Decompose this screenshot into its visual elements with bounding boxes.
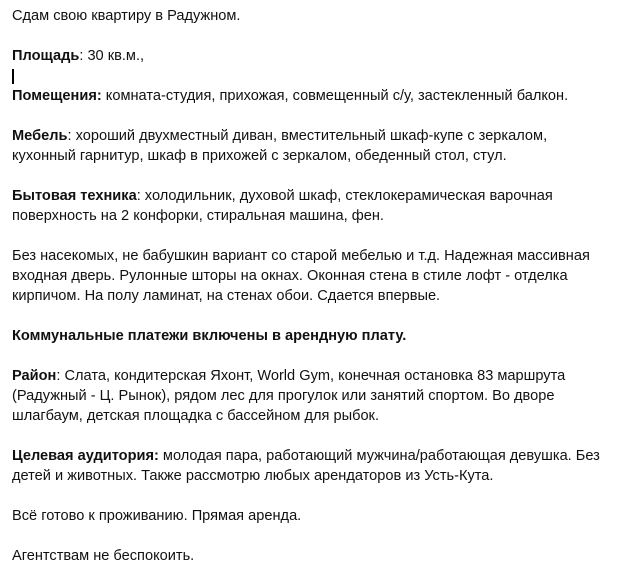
district-value-line2: (Радужный - Ц. Рынок), рядом лес для прогулок или занятий спортом. Во дворе [12,388,555,404]
description-line2: входная дверь. Рулонные шторы на окнах. Оконная стена в стиле лофт - отделка [12,268,568,284]
district-separator: : [56,368,61,384]
furniture-value-line2: кухонный гарнитур, шкаф в прихожей с зеркалом, обеденный стол, стул. [12,148,507,164]
description-line1: Без насекомых, не бабушкин вариант со старой мебелью и т.д. Надежная массивная [12,248,590,264]
rooms-label: Помещения: [12,88,102,104]
district-paragraph [12,366,612,426]
rooms-paragraph [12,86,612,106]
appliances-separator: : [136,188,141,204]
furniture-separator: : [67,128,72,144]
area-label: Площадь [12,48,80,64]
utilities-text: Коммунальные платежи включены в арендную плату. [12,328,407,344]
description-line3: кирпичом. На полу ламинат, на стенах обои. Сдается впервые. [12,288,441,304]
ready-text: Всё готово к проживанию. Прямая аренда. [12,508,302,524]
district-value-line1: Слата, кондитерская Яхонт, World Gym, конечная остановка 83 маршрута [60,368,566,384]
district-value-line3: шлагбаум, детская площадка с бассейном для рыбок. [12,408,379,424]
audience-value-line1: молодая пара, работающий мужчина/работающая девушка. Без [158,448,600,464]
appliances-value-line1: холодильник, духовой шкаф, стеклокерамическая варочная [140,188,553,204]
appliances-label: Бытовая техника [12,188,137,204]
appliances-value-line2: поверхность на 2 конфорки, стиральная машина, фен. [12,208,384,224]
area-paragraph [12,46,612,66]
intro-text: Сдам свою квартиру в Радужном. [12,8,241,24]
area-separator: : [79,48,84,64]
document-body[interactable] [12,6,612,566]
audience-label: Целевая аудитория: [12,448,159,464]
furniture-value-line1: хороший двухместный диван, вместительный шкаф-купе с зеркалом, [71,128,548,144]
audience-paragraph [12,446,612,486]
utilities-paragraph [12,326,612,346]
district-label: Район [12,368,57,384]
text-cursor [12,69,14,84]
audience-value-line2: детей и животных. Также рассмотрю любых арендаторов из Усть-Кута. [12,468,494,484]
area-value: 30 кв.м., [83,48,145,64]
rooms-value: комната-студия, прихожая, совмещенный с/у, застекленный балкон. [101,88,569,104]
empty-line-with-cursor[interactable] [12,66,612,86]
description-paragraph [12,246,612,306]
appliances-paragraph [12,186,612,226]
furniture-label: Мебель [12,128,68,144]
furniture-paragraph [12,126,612,166]
agencies-text: Агентствам не беспокоить. [12,548,195,564]
